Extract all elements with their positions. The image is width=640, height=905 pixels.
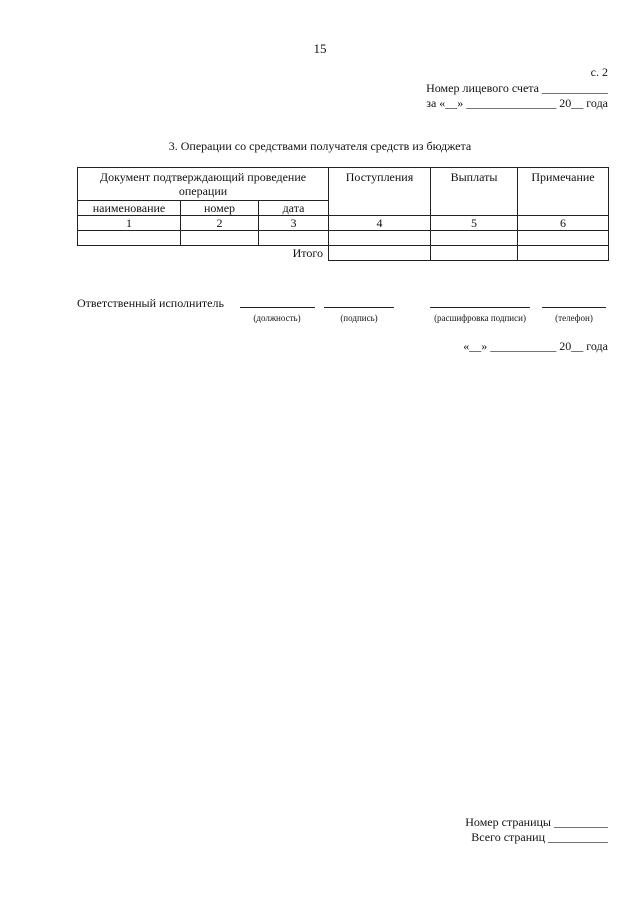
number-subheader: номер <box>181 201 259 216</box>
table-row <box>78 231 609 246</box>
col-number: 2 <box>181 216 259 231</box>
signature-decode-line[interactable] <box>430 307 530 308</box>
account-number-line: Номер лицевого счета ___________ <box>426 81 608 95</box>
table-cell[interactable] <box>431 231 518 246</box>
page-number: 15 <box>313 41 327 56</box>
table-cell[interactable] <box>181 231 259 246</box>
phone-line[interactable] <box>542 307 606 308</box>
table-cell[interactable] <box>518 231 609 246</box>
section-title: 3. Операции со средствами получателя средств из бюджета <box>168 139 472 153</box>
date-subheader: дата <box>259 201 329 216</box>
signature-caption: (подпись) <box>340 313 378 323</box>
operations-table <box>77 167 609 261</box>
receipts-header: Поступления <box>345 170 414 184</box>
col-number: 4 <box>329 216 431 231</box>
table-cell[interactable] <box>78 231 181 246</box>
table-cell[interactable] <box>259 231 329 246</box>
col-number: 1 <box>78 216 181 231</box>
note-header: Примечание <box>531 170 595 184</box>
signature-date-line: «__» ___________ 20__ года <box>463 339 608 353</box>
position-caption: (должность) <box>253 313 301 323</box>
total-receipts-cell[interactable] <box>329 246 431 261</box>
name-subheader: наименование <box>78 201 181 216</box>
col-number: 5 <box>431 216 518 231</box>
column-numbers-row <box>78 216 609 231</box>
position-line[interactable] <box>240 307 315 308</box>
payments-header-cell <box>431 168 518 216</box>
doc-header-cell <box>78 168 329 201</box>
col-number: 6 <box>518 216 609 231</box>
period-line: за «__» _______________ 20__ года <box>426 96 608 110</box>
total-row <box>78 246 609 261</box>
note-header-cell <box>518 168 609 216</box>
receipts-header-cell <box>329 168 431 216</box>
signature-line[interactable] <box>324 307 394 308</box>
total-payments-cell[interactable] <box>431 246 518 261</box>
page-ref: с. 2 <box>590 65 608 79</box>
responsible-executor-label: Ответственный исполнитель <box>77 296 224 310</box>
total-note-cell[interactable] <box>518 246 609 261</box>
signature-decode-caption: (расшифровка подписи) <box>434 313 526 323</box>
total-label: Итого <box>78 246 329 261</box>
doc-header: Документ подтверждающий проведение операции <box>99 170 307 198</box>
phone-caption: (телефон) <box>555 313 593 323</box>
total-pages-line: Всего страниц __________ <box>471 830 608 844</box>
table-cell[interactable] <box>329 231 431 246</box>
col-number: 3 <box>259 216 329 231</box>
page-number-line: Номер страницы _________ <box>465 815 608 829</box>
payments-header: Выплаты <box>450 170 498 184</box>
